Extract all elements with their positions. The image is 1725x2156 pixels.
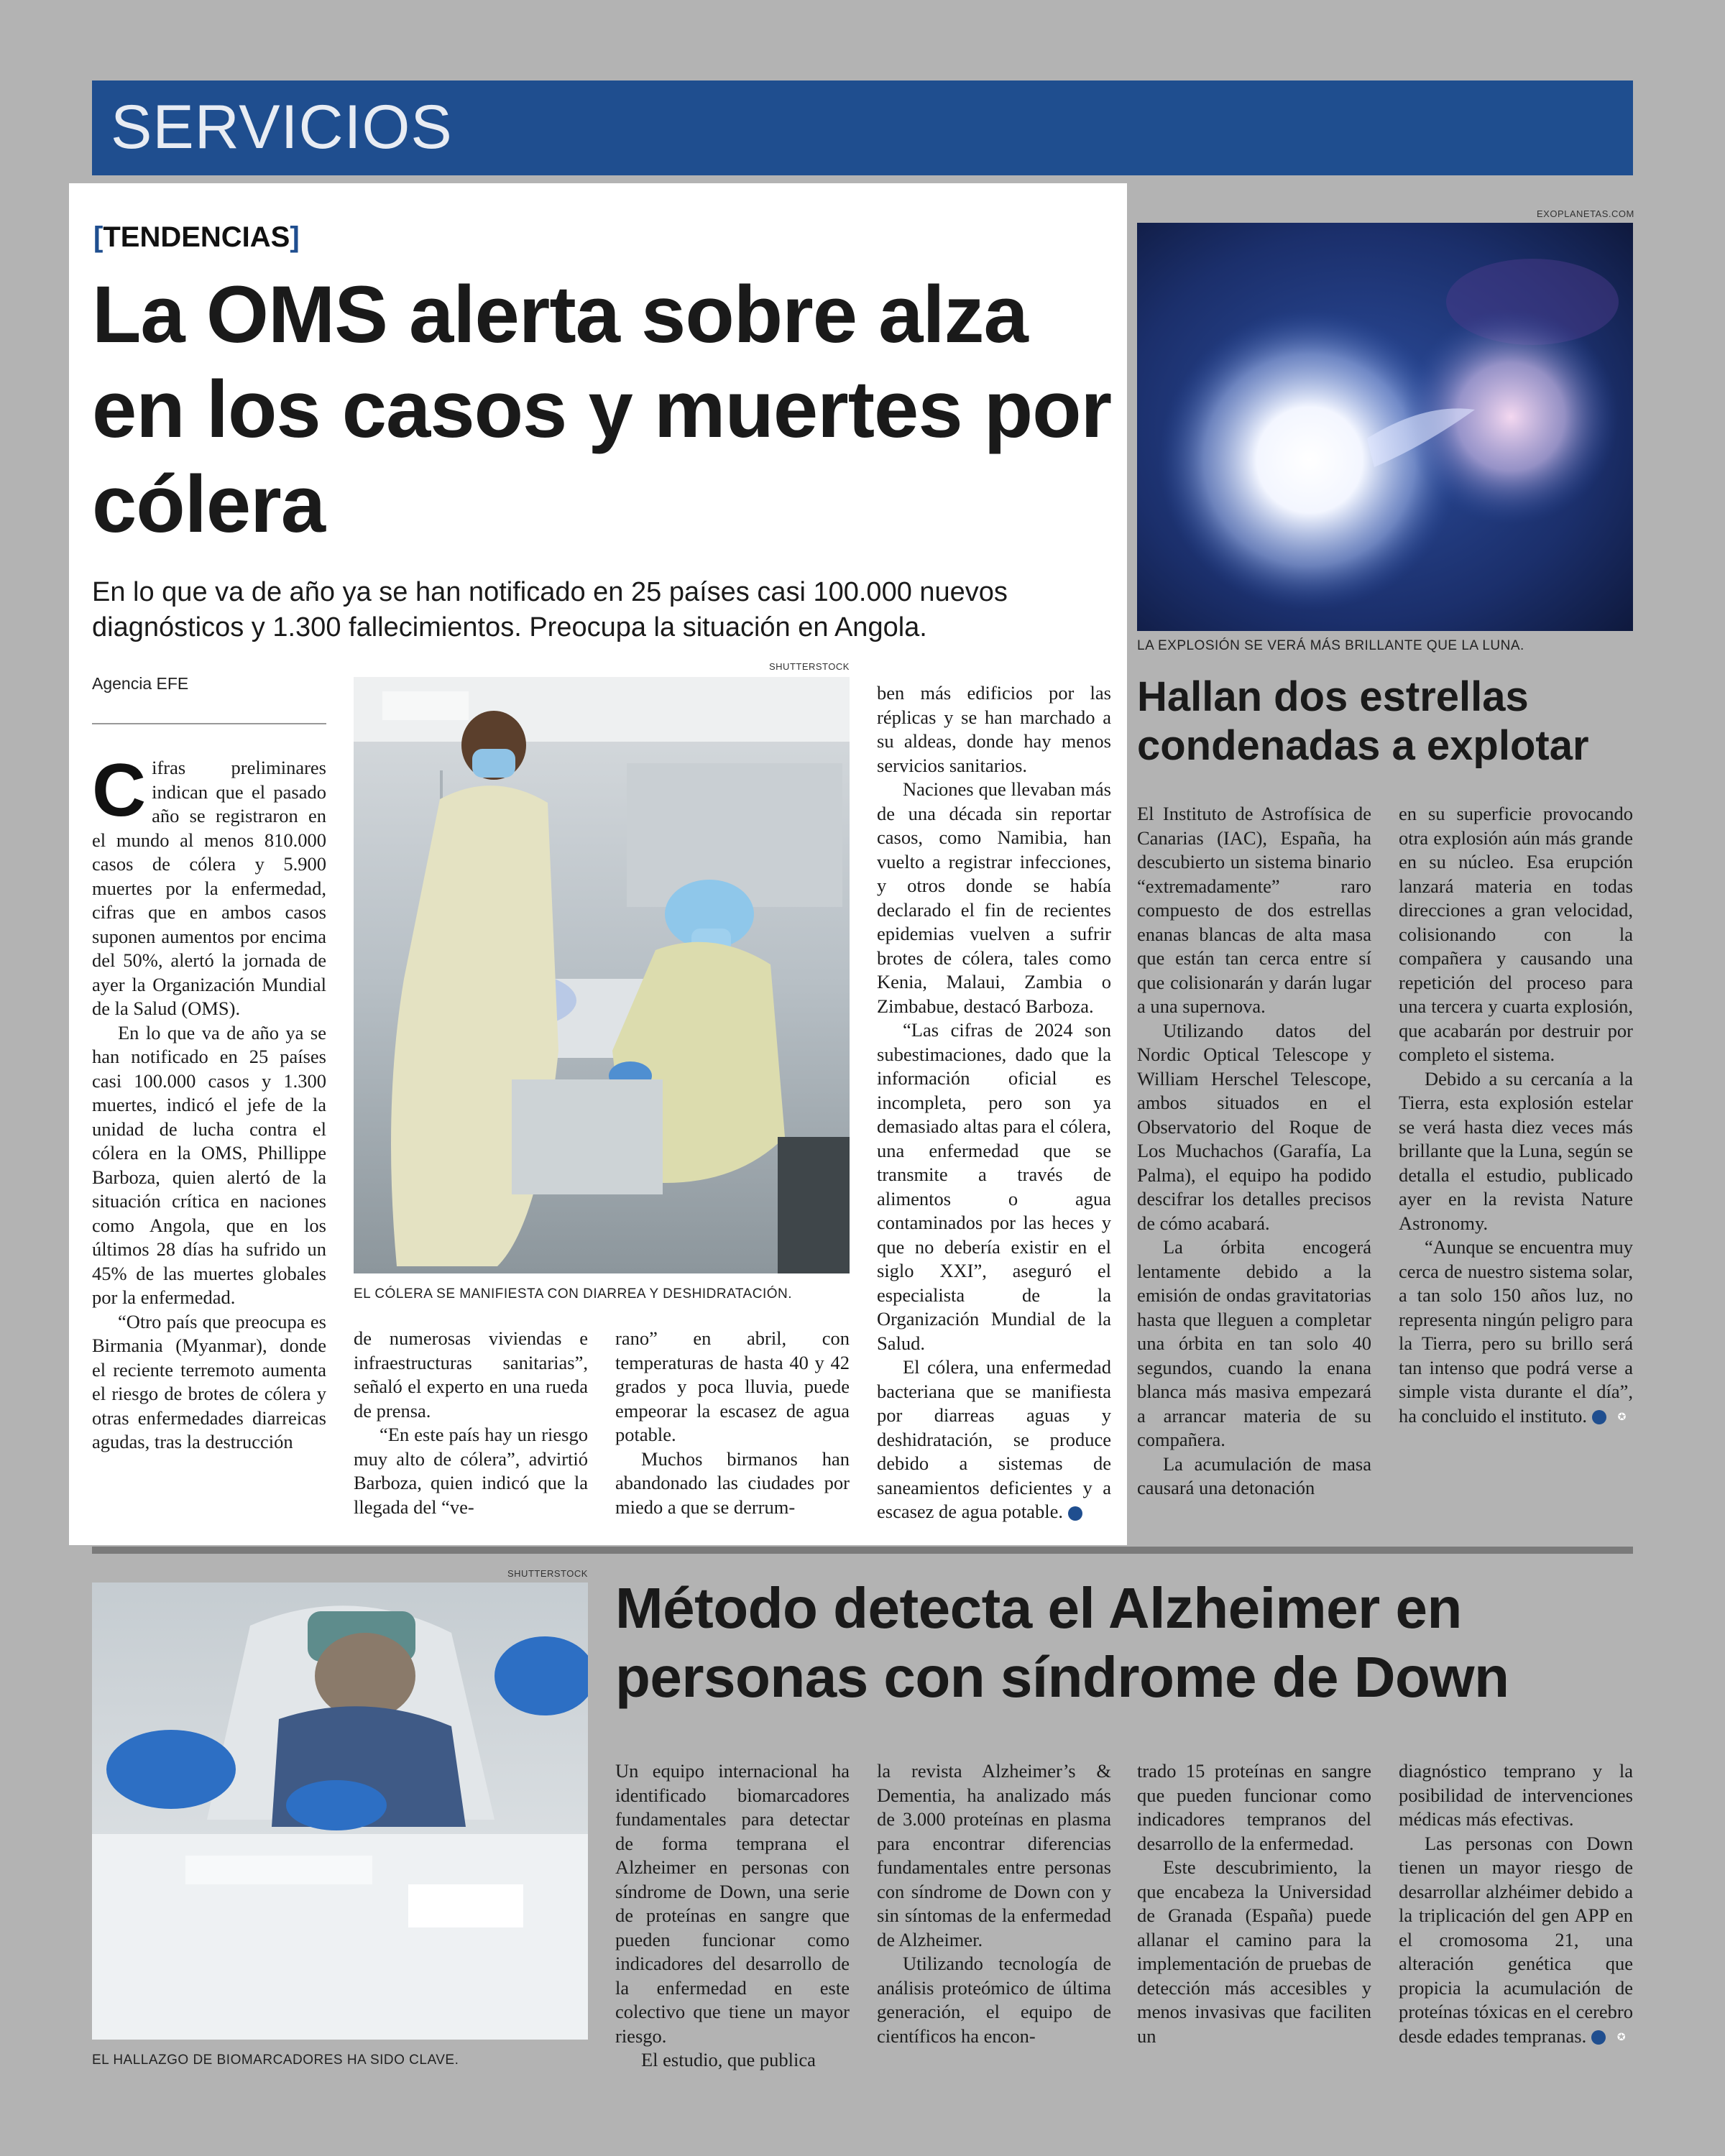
bottom-column-4: [1399, 1759, 1633, 2048]
bottom-column-1: [615, 1759, 850, 2073]
bottom-col1-p1: Un equipo internacional ha identificado biomarcadores fundamentales para detectar de forma temprana el Alzheimer en personas con síndrome de Down, una serie de proteínas en sangre que pueden funcionar como indicadores del desarrollo de la enfermedad en este colectivo que tiene un mayor riesgo.: [615, 1760, 850, 2047]
main-col1-p1: ifras preliminares indican que el pasado año se registraron en el mundo al menos 810.000 casos de cólera y 5.900 muertes por la enfermedad, cifras que en ambos casos suponen aumentos por encima del 50%, alertó la jornada de ayer la Organización Mundial de la Salud (OMS).: [92, 757, 326, 1019]
side-photo-caption: LA EXPLOSIÓN SE VERÁ MÁS BRILLANTE QUE LA LUNA.: [1137, 638, 1524, 653]
bottom-photo-credit: SHUTTERSTOCK: [507, 1568, 588, 1579]
lab-research-photo: [92, 1583, 588, 2040]
main-deck: En lo que va de año ya se han notificado en 25 países casi 100.000 nuevos diagnósticos y 1.300 fallecimientos. Preocupa la situación en Angola.: [92, 577, 1008, 642]
dropcap: C: [92, 749, 147, 832]
section-divider: [92, 1547, 1633, 1554]
main-column-1: [92, 749, 326, 1455]
section-header-bar: [92, 80, 1633, 175]
bottom-photo-caption: EL HALLAZGO DE BIOMARCADORES HA SIDO CLAVE.: [92, 2053, 459, 2068]
side-col1-p2: Utilizando datos del Nordic Optical Telescope y William Herschel Telescope, ambos situados en el Observatorio del Roque de Los Muchachos (Garafía, La Palma), el equipo ha podido descifrar los detalles precisos de cómo acabará.: [1137, 1019, 1371, 1234]
end-mark-icon: ✪: [1592, 1410, 1606, 1424]
main-photo-caption: EL CÓLERA SE MANIFIESTA CON DIARREA Y DESHIDRATACIÓN.: [354, 1286, 793, 1302]
section-title: SERVICIOS: [111, 93, 453, 162]
main-column-4: [877, 681, 1111, 1524]
end-mark-icon: ✪: [1591, 2030, 1606, 2045]
end-mark-icon: ✪: [1068, 1506, 1082, 1521]
main-col4-p3: “Las cifras de 2024 son subestimaciones, dado que la información oficial es incompleta, pero son ya demasiado altas para el cólera, una enfermedad que se transmite a través de alimentos o agua contaminados por las heces y que no debería existir en el siglo XXI”, aseguró el especialista de la Organización Mundial de la Salud.: [877, 1019, 1111, 1354]
main-photo-credit: SHUTTERSTOCK: [769, 661, 850, 672]
side-col2-p3: “Aunque se encuentra muy cerca de nuestro sistema solar, a tan solo 150 años luz, no representa ningún peligro para la Tierra, pero su brillo será tan intenso que podrá verse a simple vista durante el día”, ha concluido el instituto.: [1399, 1236, 1633, 1427]
side-col1-p4: La acumulación de masa causará una detonación: [1137, 1452, 1371, 1498]
main-col2-p1: de numerosas viviendas e infraestructuras sanitarias”, señaló el experto en una rueda de prensa.: [354, 1327, 588, 1422]
side-headline: Hallan dos estrellas condenadas a explotar: [1137, 673, 1589, 769]
bottom-col3-p1: trado 15 proteínas en sangre que pueden funcionar como indicadores tempranos del desarrollo de la enfermedad.: [1137, 1760, 1371, 1854]
main-column-3: [615, 1327, 850, 1519]
side-col2-p2: Debido a su cercanía a la Tierra, esta explosión estelar se verá hasta diez veces más brillante que la Luna, según se detalla el estudio, publicado ayer en la revista Nature Astronomy.: [1399, 1067, 1633, 1234]
bottom-column-2: [877, 1759, 1111, 2048]
main-col1-p2: En lo que va de año ya se han notificado en 25 países casi 100.000 casos y 1.300 muertes, indicó el jefe de la unidad de lucha contra el cólera en la OMS, Phillippe Barboza, quien alertó de la situación crítica en naciones como Angola, que en los últimos 28 días ha sufrido un 45% de las muertes globales por la enfermedad.: [92, 1021, 326, 1308]
main-headline: La OMS alerta sobre alza en los casos y muertes por cólera: [92, 270, 1112, 549]
side-column-1: [1137, 802, 1371, 1501]
bottom-col4-p2: Las personas con Down tienen un mayor riesgo de desarrollar alzhéimer debido a la triplicación del gen APP en el cromosoma 21, una alteración genética que propicia la acumulación de proteínas tóxicas en el cerebro desde edades tempranas.: [1399, 1832, 1633, 2047]
main-col1-p3: “Otro país que preocupa es Birmania (Myanmar), donde el reciente terremoto aumenta el riesgo de brotes de cólera y otras enfermedades diarreicas agudas, tras la destrucción: [92, 1310, 326, 1452]
side-col2-p1: en su superficie provocando otra explosión aún más grande en su núcleo. Esa erupción lanzará materia en todas direcciones a gran velocidad, colisionando con la compañera y causando una repetición del proceso para una tercera y cuarta explosión, que acabarán por destruir por completo el sistema.: [1399, 803, 1633, 1065]
main-col4-p1: ben más edificios por las réplicas y se han marchado a su aldeas, donde hay menos servicios sanitarios.: [877, 682, 1111, 776]
cholera-ward-photo: [354, 677, 850, 1273]
main-column-2: [354, 1327, 588, 1519]
main-col2-p2: “En este país hay un riesgo muy alto de cólera”, advirtió Barboza, quien indicó que la llegada del “ve-: [354, 1424, 588, 1518]
side-column-2: [1399, 802, 1633, 1428]
bottom-headline: Método detecta el Alzheimer en personas con síndrome de Down: [615, 1576, 1509, 1709]
side-col1-p3: La órbita encogerá lentamente debido a la emisión de ondas gravitatorias hasta que lleguen a completar una órbita en tan solo 40 segundos, cuando la enana blanca más masiva empezará a arrancar materia de su compañera.: [1137, 1236, 1371, 1450]
bottom-col2-p2: Utilizando tecnología de análisis proteómico de última generación, el equipo de científicos ha encon-: [877, 1953, 1111, 2047]
binary-star-photo: [1137, 223, 1633, 631]
main-col3-p2: Muchos birmanos han abandonado las ciudades por miedo a que se derrum-: [615, 1447, 850, 1518]
bottom-col3-p2: Este descubrimiento, la que encabeza la Universidad de Granada (España) puede allanar el camino para la implementación de pruebas de detección más accesibles y menos invasivas que faciliten un: [1137, 1856, 1371, 2047]
side-photo-credit: EXOPLANETAS.COM: [1537, 208, 1634, 219]
kicker-text: TENDENCIAS: [103, 221, 290, 253]
main-col4-p4: El cólera, una enfermedad bacteriana que se manifiesta por diarreas aguas y deshidratación, se produce debido a sistemas de saneamientos deficientes y a escasez de agua potable.: [877, 1356, 1111, 1522]
byline: Agencia EFE: [92, 674, 189, 693]
bottom-col4-p1: diagnóstico temprano y la posibilidad de intervenciones médicas más efectivas.: [1399, 1760, 1633, 1830]
bottom-col1-p2: El estudio, que publica: [641, 2049, 816, 2070]
bottom-column-3: [1137, 1759, 1371, 2048]
bottom-col2-p1: la revista Alzheimer’s & Dementia, ha analizado más de 3.000 proteínas en plasma para encontrar diferencias fundamentales entre personas con síndrome de Down con y sin síntomas de la enfermedad de Alzheimer.: [877, 1760, 1111, 1950]
side-col1-p1: El Instituto de Astrofísica de Canarias (IAC), España, ha descubierto un sistema binario “extremadamente” raro compuesto de dos estrellas enanas blancas de alta masa que están tan cerca entre sí que colisionarán y darán lugar a una supernova.: [1137, 803, 1371, 1017]
byline-divider: [92, 723, 326, 724]
main-col4-p2: Naciones que llevaban más de una década sin reportar casos, como Namibia, han vuelto a registrar infecciones, y otros donde se había declarado el fin de recientes epidemias vuelven a sufrir brotes de cólera, tales como Kenia, Malaui, Zambia o Zimbabue, destacó Barboza.: [877, 778, 1111, 1017]
article-kicker: [TENDENCIAS]: [93, 221, 300, 253]
main-col3-p1: rano” en abril, con temperaturas de hasta 40 y 42 grados y poca lluvia, puede empeorar la escasez de agua potable.: [615, 1327, 850, 1445]
